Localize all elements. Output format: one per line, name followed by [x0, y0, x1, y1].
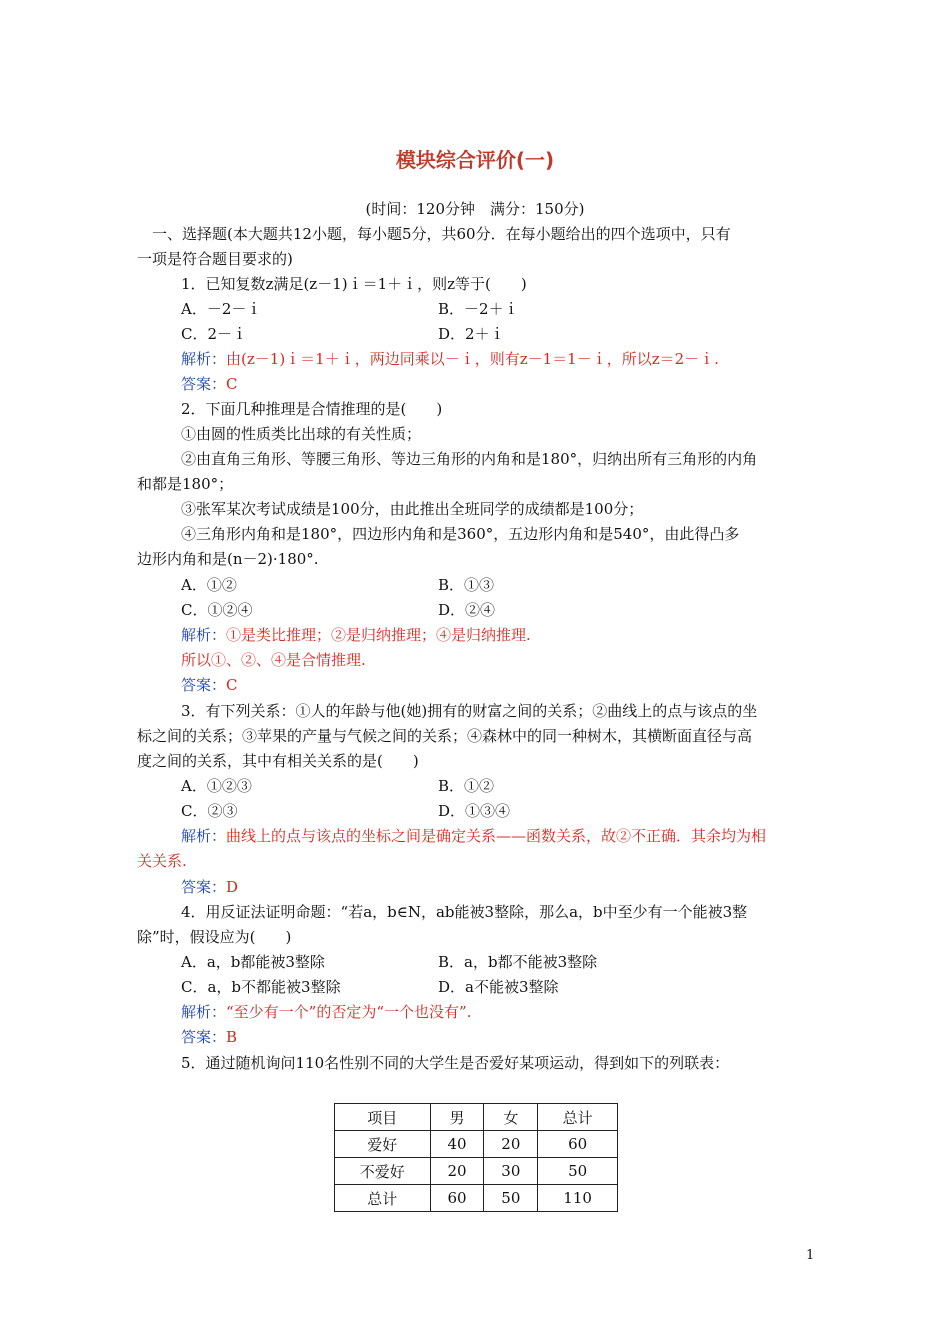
analysis-label: 解析： [181, 626, 227, 644]
analysis-text: “至少有一个”的否定为“一个也没有”. [226, 1003, 472, 1021]
table-cell: 30 [484, 1158, 538, 1185]
q3-stem-cont-2: 度之间的关系，其中有相关关系的是( ) [137, 752, 419, 770]
q4-stem: 4．用反证法证明命题：“若a，b∈N，ab能被3整除，那么a，b中至少有一个能被3整 [181, 903, 748, 921]
exam-meta: (时间：120分钟 满分：150分) [365, 200, 585, 218]
table-row [335, 1131, 618, 1158]
analysis-text: ①是类比推理；②是归纳推理；④是归纳推理. [226, 626, 531, 644]
q4-answer [181, 1027, 237, 1047]
q1-analysis [181, 349, 719, 369]
section-heading: 一、选择题(本大题共12小题，每小题5分，共60分．在每小题给出的四个选项中，只有 [137, 225, 731, 243]
q3-option-b: B．①② [438, 777, 495, 795]
q3-stem-cont-1: 标之间的关系；③苹果的产量与气候之间的关系；④森林中的同一种树木，其横断面直径与高 [137, 727, 753, 745]
table-header-cell: 女 [484, 1104, 538, 1131]
table-cell: 40 [430, 1131, 484, 1158]
q2-answer [181, 675, 238, 695]
q1-option-b: B．－2＋ｉ [438, 300, 519, 318]
q2-analysis [181, 625, 531, 645]
table-cell: 爱好 [335, 1131, 431, 1158]
q3-option-d: D．①③④ [438, 802, 511, 820]
q2-option-c: C．①②④ [181, 601, 253, 619]
table-cell: 总计 [335, 1185, 431, 1212]
table-header-cell: 项目 [335, 1104, 431, 1131]
table-cell: 50 [538, 1158, 618, 1185]
q2-option-b: B．①③ [438, 576, 495, 594]
q2-item-3: ③张军某次考试成绩是100分，由此推出全班同学的成绩都是100分； [181, 500, 644, 518]
table-row [335, 1158, 618, 1185]
answer-label: 答案： [181, 878, 227, 896]
q2-option-d: D．②④ [438, 601, 496, 619]
q3-analysis-cont: 关关系. [137, 852, 187, 870]
page-title: 模块综合评价(一) [395, 148, 555, 172]
table-cell: 不爱好 [335, 1158, 431, 1185]
q2-analysis-cont: 所以①、②、④是合情推理. [181, 651, 366, 669]
table-cell: 60 [430, 1185, 484, 1212]
q4-option-d: D．a不能被3整除 [438, 978, 559, 996]
analysis-text: 由(z－1)ｉ＝1＋ｉ，两边同乘以－ｉ，则有z－1＝1－ｉ，所以z＝2－ｉ. [226, 350, 719, 368]
analysis-label: 解析： [181, 350, 227, 368]
table-header-cell: 男 [430, 1104, 484, 1131]
q2-stem: 2．下面几种推理是合情推理的是( ) [181, 400, 443, 418]
q2-item-2: ②由直角三角形、等腰三角形、等边三角形的内角和是180°，归纳出所有三角形的内角 [181, 450, 758, 468]
analysis-text: 曲线上的点与该点的坐标之间是确定关系——函数关系，故②不正确．其余均为相 [226, 827, 767, 845]
answer-value: C [226, 676, 238, 694]
table-cell: 50 [484, 1185, 538, 1212]
section-heading-cont: 一项是符合题目要求的) [137, 250, 293, 268]
q2-item-4: ④三角形内角和是180°，四边形内角和是360°，五边形内角和是540°，由此得凸多 [181, 525, 740, 543]
q4-option-c: C．a，b不都能被3整除 [181, 978, 341, 996]
q3-option-c: C．②③ [181, 802, 238, 820]
q1-option-d: D．2＋ｉ [438, 325, 505, 343]
page-number: 1 [806, 1248, 815, 1263]
q2-item-4-cont: 边形内角和是(n－2)·180°. [137, 550, 319, 568]
q3-stem: 3．有下列关系：①人的年龄与他(她)拥有的财富之间的关系；②曲线上的点与该点的坐 [181, 702, 758, 720]
q2-option-a: A．①② [181, 576, 237, 594]
table-header-row [335, 1104, 618, 1131]
q3-option-a: A．①②③ [181, 777, 252, 795]
answer-value: C [226, 375, 238, 393]
q1-option-c: C．2－ｉ [181, 325, 248, 343]
table-cell: 60 [538, 1131, 618, 1158]
analysis-label: 解析： [181, 827, 227, 845]
q3-answer [181, 877, 238, 897]
q2-item-2-cont: 和都是180°； [137, 475, 234, 493]
q4-option-b: B．a，b都不能被3整除 [438, 953, 598, 971]
answer-label: 答案： [181, 375, 227, 393]
q1-stem: 1．已知复数z满足(z－1)ｉ＝1＋ｉ，则z等于( ) [181, 275, 527, 293]
answer-value: B [226, 1028, 238, 1046]
answer-label: 答案： [181, 676, 227, 694]
table-cell: 20 [484, 1131, 538, 1158]
q4-analysis [181, 1002, 471, 1022]
answer-value: D [226, 878, 239, 896]
contingency-table [334, 1103, 618, 1212]
table-cell: 20 [430, 1158, 484, 1185]
table-row [335, 1185, 618, 1212]
q2-item-1: ①由圆的性质类比出球的有关性质； [181, 425, 422, 443]
q4-stem-cont: 除”时，假设应为( ) [137, 928, 292, 946]
table-cell: 110 [538, 1185, 618, 1212]
analysis-label: 解析： [181, 1003, 227, 1021]
table-header-cell: 总计 [538, 1104, 618, 1131]
q5-stem: 5．通过随机询问110名性别不同的大学生是否爱好某项运动，得到如下的列联表： [181, 1054, 730, 1072]
q1-option-a: A．－2－ｉ [181, 300, 262, 318]
q1-answer [181, 374, 238, 394]
answer-label: 答案： [181, 1028, 227, 1046]
q4-option-a: A．a，b都能被3整除 [181, 953, 325, 971]
q3-analysis [181, 826, 766, 846]
